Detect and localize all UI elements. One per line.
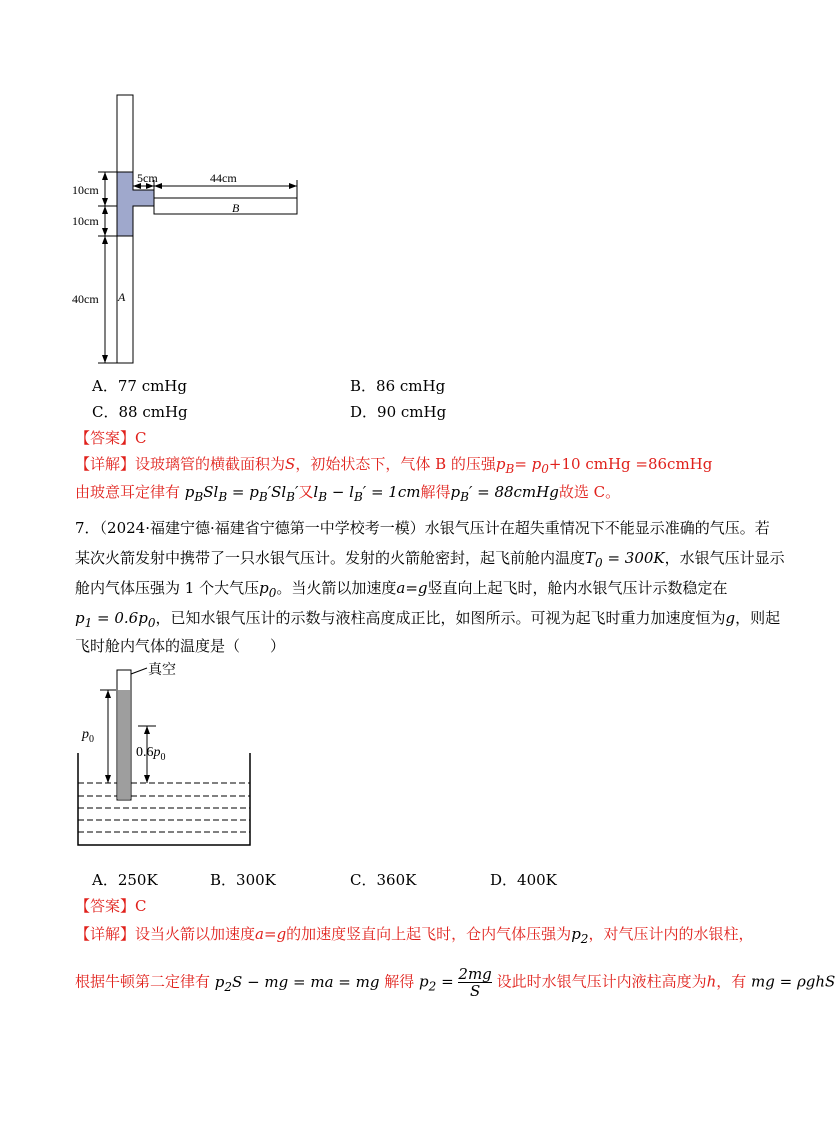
formula-boyle: $p_BSl_B = p_B'Sl_B'$: [184, 483, 299, 504]
vacuum-label: 真空: [148, 663, 176, 678]
q7-detail-line2: [75, 966, 835, 999]
formula-p1: $p_1 = 0.6p_0$: [75, 609, 156, 630]
detail-text: ，有: [716, 972, 747, 991]
q7-line5: 飞时舱内气体的温度是（ ）: [75, 637, 286, 655]
q7-line4: [75, 608, 780, 633]
q7-option-a: A．250K: [92, 871, 158, 889]
question-text: ，已知水银气压计的示数与液柱高度成正比，如图所示。可视为起飞时重力加速度恒为: [155, 609, 726, 627]
dim-44cm: 44cm: [210, 171, 237, 185]
answer-value: C: [135, 897, 147, 915]
q6-option-d: D．90 cmHg: [350, 403, 447, 421]
detail-text: 又: [298, 483, 314, 501]
question-text: 水银气压计在超失重情况下不能显示准确的气压。若: [424, 519, 770, 537]
formula-p0: $p_0$: [259, 579, 277, 600]
question-text: 竖直向上起飞时，舱内水银气压计示数稳定在: [427, 579, 728, 597]
detail-tag: 【详解】: [75, 455, 136, 473]
question-source: （2024·福建宁德·福建省宁德第一中学校考一模）: [99, 519, 425, 537]
q7-line1: [75, 518, 770, 538]
formula-newton: $p_2S$ − mg = ma = mg: [214, 972, 380, 994]
formula-p2-result: $p_2$ = $\frac{2mg}{S}$: [419, 965, 492, 1000]
q7-detail-line1: 【详解】设当火箭以加速度a=g的加速度竖直向上起飞时，仓内气体压强为$p_2$，对气压计内的水银柱，: [75, 925, 754, 946]
detail-text: 设当火箭以加速度: [135, 925, 256, 943]
q6-detail-line1: [75, 454, 712, 479]
formula-t0: $T_0 = 300K$: [585, 549, 665, 570]
detail-text: 故选 C。: [558, 483, 621, 501]
symbol-g: g: [725, 609, 736, 627]
detail-text: +10 cmHg =86cmHg: [548, 455, 713, 473]
question-number: 7．: [75, 519, 100, 537]
q6-answer: [75, 428, 147, 448]
formula-mg: mg = ρghS: [751, 972, 835, 991]
dim-10cm-top: 10cm: [72, 183, 99, 197]
question-text: ，则起: [735, 609, 781, 627]
dim-10cm-mid: 10cm: [72, 214, 99, 228]
detail-text: 的加速度竖直向上起飞时，仓内气体压强为: [286, 925, 572, 943]
detail-text: 解得: [420, 483, 451, 501]
label-0-6p0: $0.6p_0$: [136, 745, 166, 763]
label-a: A: [118, 290, 126, 304]
formula-p0: $p_0$: [531, 455, 549, 476]
answer-tag: 【答案】: [75, 429, 136, 447]
q7-option-c: C．360K: [350, 871, 417, 889]
formula-length: $l_B - l_B' = 1cm$: [313, 483, 421, 504]
detail-text: ，对气压计内的水银柱，: [588, 925, 754, 943]
q7-line3: 舱内气体压强为 1 个大气压$p_0$。当火箭以加速度a=g竖直向上起飞时，舱内水银气压计示数稳定在: [75, 579, 728, 600]
q7-answer: [75, 896, 147, 916]
q7-option-d: D．400K: [490, 871, 557, 889]
detail-text: ，初始状态下，气体 B 的压强: [295, 455, 496, 473]
detail-text: 由玻意耳定律有: [75, 483, 181, 501]
detail-tag: 【详解】: [75, 925, 136, 943]
formula-p2: $p_2$: [571, 925, 589, 946]
q6-option-a: A．77 cmHg: [92, 377, 187, 395]
q7-line2: [75, 548, 785, 573]
formula-result: $p_B'$ = 88cmHg: [450, 483, 559, 504]
dim-5cm: 5cm: [137, 171, 158, 185]
q7-option-b: B．300K: [210, 871, 276, 889]
symbol-h: h: [706, 972, 717, 991]
question-text: ，水银气压计显示: [664, 549, 785, 567]
answer-value: C: [135, 429, 147, 447]
label-b: B: [232, 201, 240, 215]
detail-text: 根据牛顿第二定律有: [75, 972, 211, 991]
detail-text: 设此时水银气压计内液柱高度为: [496, 972, 707, 991]
question-text: 舱内气体压强为 1 个大气压: [75, 579, 260, 597]
q6-detail-line2: [75, 482, 620, 507]
q6-option-b: B．86 cmHg: [350, 377, 446, 395]
q6-option-c: C．88 cmHg: [92, 403, 188, 421]
formula-a-eq-g: a: [396, 579, 406, 597]
question-text: 。当火箭以加速度: [276, 579, 397, 597]
answer-tag: 【答案】: [75, 897, 136, 915]
detail-symbol-s: S: [285, 455, 296, 473]
formula-pb: $p_B$: [495, 455, 515, 476]
label-p0: $p_0$: [82, 727, 94, 745]
detail-text: 解得: [384, 972, 415, 991]
dim-40cm: 40cm: [72, 292, 99, 306]
detail-text: =: [514, 455, 532, 473]
detail-text: 设玻璃管的横截面积为: [135, 455, 286, 473]
barometer-figure: [70, 660, 270, 860]
question-text: 某次火箭发射中携带了一只水银气压计。发射的火箭舱密封，起飞前舱内温度: [75, 549, 586, 567]
t-tube-figure: [60, 90, 320, 370]
formula-a-eq-g: a: [255, 925, 264, 943]
